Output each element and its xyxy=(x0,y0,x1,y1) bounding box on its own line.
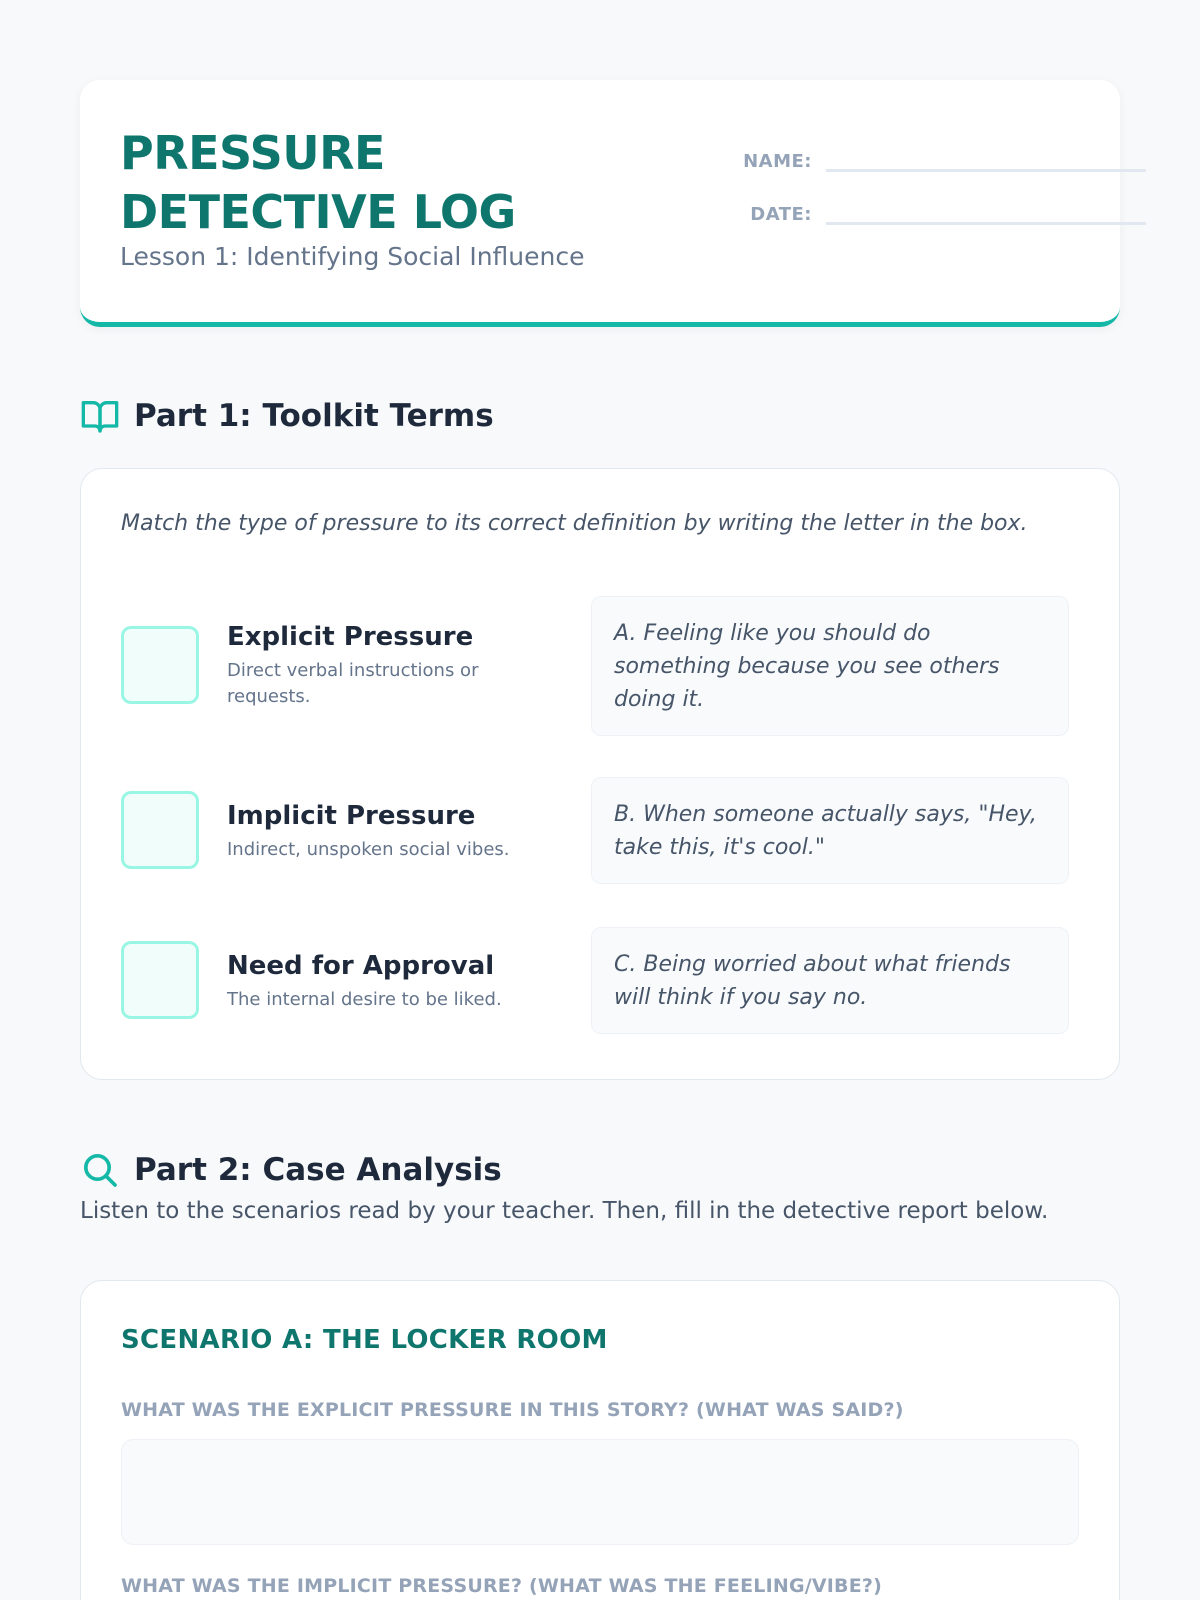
definition-box: B. When someone actually says, "Hey, take this, it's cool." xyxy=(591,777,1069,884)
toolkit-terms-card xyxy=(80,468,1120,1080)
question-explicit: WHAT WAS THE EXPLICIT PRESSURE IN THIS STORY? (WHAT WAS SAID?) xyxy=(121,1399,904,1421)
worksheet-page xyxy=(80,80,1120,1597)
page-subtitle: Lesson 1: Identifying Social Influence xyxy=(120,242,585,271)
scenario-title: SCENARIO A: THE LOCKER ROOM xyxy=(121,1325,608,1355)
header-card xyxy=(80,80,1120,327)
scenario-card xyxy=(80,1280,1120,1600)
part2-title: Part 2: Case Analysis xyxy=(134,1152,502,1188)
date-label: DATE: xyxy=(750,204,812,225)
term-name: Implicit Pressure xyxy=(227,801,476,831)
answer-box-approval[interactable] xyxy=(121,941,199,1019)
term-description: Direct verbal instructions or requests. xyxy=(227,660,479,707)
search-icon xyxy=(80,1150,120,1190)
part2-heading xyxy=(80,1150,502,1190)
term-name: Need for Approval xyxy=(227,951,495,981)
match-row xyxy=(121,777,1061,897)
answer-box-explicit[interactable] xyxy=(121,626,199,704)
book-open-icon xyxy=(80,396,120,436)
answer-box-implicit[interactable] xyxy=(121,791,199,869)
match-row xyxy=(121,596,1061,716)
date-field[interactable] xyxy=(826,197,1146,225)
part1-instructions: Match the type of pressure to its correct definition by writing the letter in the box. xyxy=(121,511,1028,536)
definition-box: C. Being worried about what friends will think if you say no. xyxy=(591,927,1069,1034)
part2-intro: Listen to the scenarios read by your teacher. Then, fill in the detective report below. xyxy=(80,1198,1049,1224)
definition-box: A. Feeling like you should do something because you see others doing it. xyxy=(591,596,1069,736)
name-field-row xyxy=(680,144,1146,172)
term-description: The internal desire to be liked. xyxy=(227,989,502,1010)
answer-area-explicit[interactable] xyxy=(121,1439,1079,1545)
match-row xyxy=(121,927,1061,1047)
name-field[interactable] xyxy=(826,144,1146,172)
part1-title: Part 1: Toolkit Terms xyxy=(134,398,494,434)
date-field-row xyxy=(680,197,1146,225)
term-name: Explicit Pressure xyxy=(227,622,474,652)
part1-heading xyxy=(80,396,494,436)
term-description: Indirect, unspoken social vibes. xyxy=(227,839,510,860)
name-label: NAME: xyxy=(743,151,812,172)
page-title: PRESSURE DETECTIVE LOG xyxy=(120,126,516,239)
question-implicit: WHAT WAS THE IMPLICIT PRESSURE? (WHAT WAS THE FEELING/VIBE?) xyxy=(121,1575,883,1597)
